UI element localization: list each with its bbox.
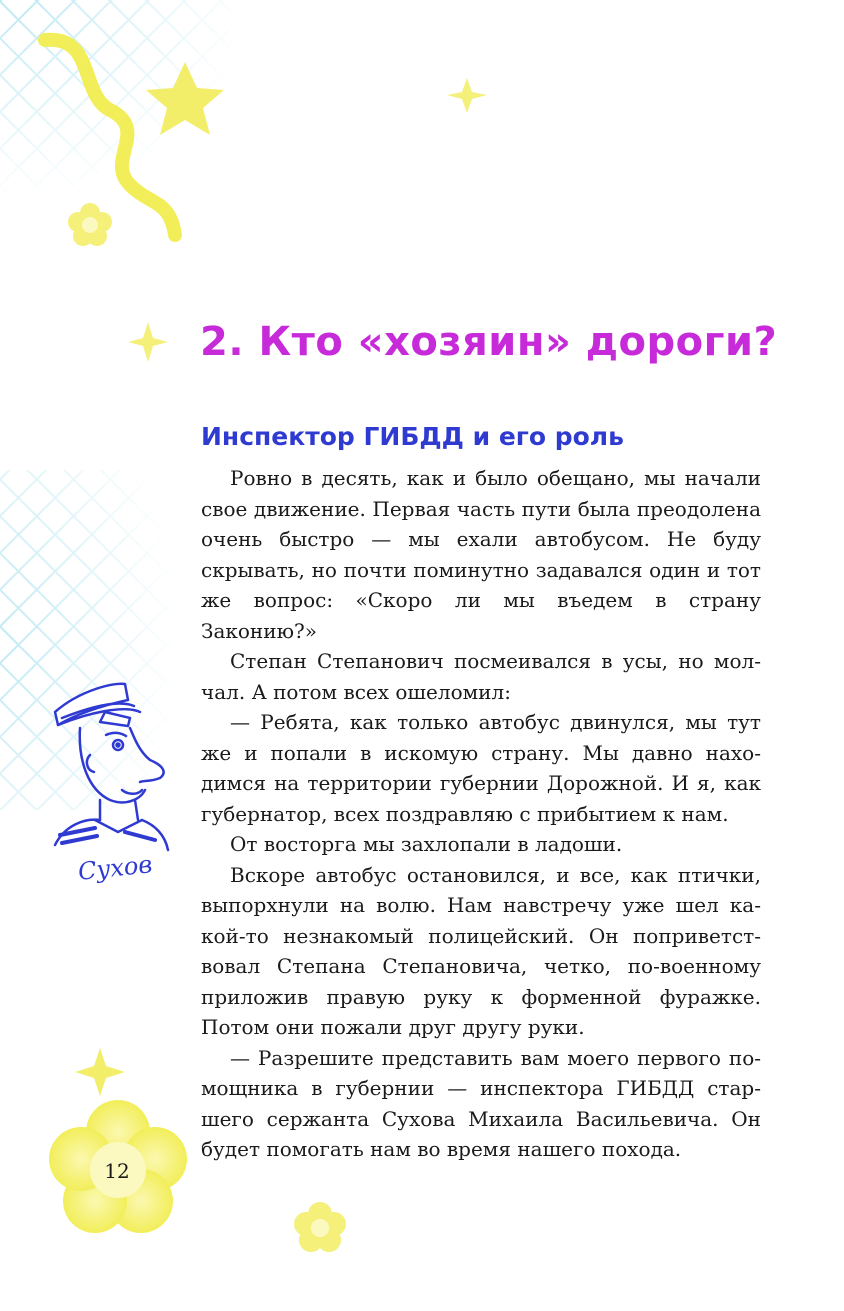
paragraph: — Ребята, как только автобус двинулся, мы тут же и попали в искомую страну. Мы давно находимся на территории губернии Дорожной. И я, как губернатор, всех поздравляю с прибытием к нам. [201,710,761,826]
paragraph: Степан Степанович посмеивался в усы, но молчал. А потом всех ошеломил: [201,649,761,704]
flower-icon [294,1202,346,1252]
section-title: Инспектор ГИБДД и его роль [201,422,624,451]
grid-pattern-side [0,470,200,810]
chapter-title: 2. Кто «хозяин» дороги? [200,319,778,365]
star-icon [447,78,487,113]
paragraph: Вскоре автобус остановился, и все, как птички, выпорхнули на волю. Нам навстречу уже шел какой-то незнакомый полицейский. Он поприветствовал Степана Степановича, четко, по-военному приложив правую руку к форменной фуражке. Потом они пожали друг другу руки. [201,862,761,1039]
star-icon [75,1048,125,1096]
illustration-caption: Сухов [76,850,154,886]
paragraph: Ровно в десять, как и было обещано, мы начали свое движение. Первая часть пути была преодолена очень быстро — мы ехали автобусом. Не буду скрывать, но почти поминутно задавался один и тот же вопрос: «Скоро ли мы въедем в страну Законию?» [201,466,761,643]
body-text [201,463,761,1165]
paragraph: — Разрешите представить вам моего первого помощника в губернии — инспектора ГИБДД старшего сержанта Сухова Михаила Васильевича. Он будет помогать нам во время нашего похода. [201,1045,761,1161]
star-icon [128,322,168,362]
paragraph: От восторга мы захлопали в ладоши. [230,832,623,856]
page-number: 12 [104,1159,130,1183]
